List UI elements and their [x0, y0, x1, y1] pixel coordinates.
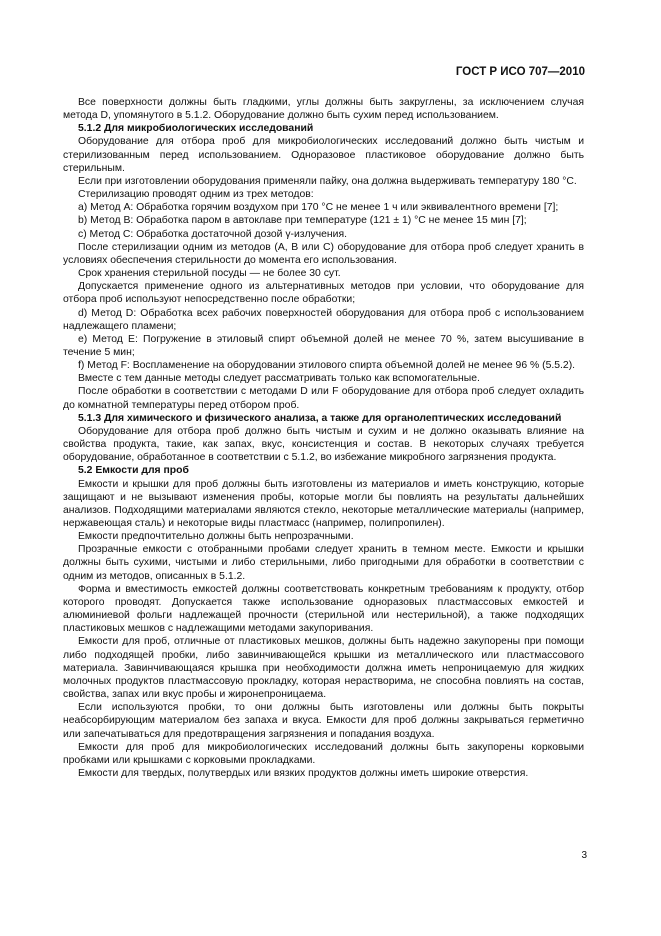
paragraph: Емкости предпочтительно должны быть непрозрачными. — [78, 531, 354, 543]
section-heading: 5.1.2 Для микробиологических исследований — [78, 123, 314, 135]
paragraph: Если используются пробки, то они должны быть изготовлены или должны быть покрыты неабсорбирующим материалом без запаха и вкуса. Емкости для проб должны закрываться герметично или запечатываться для предотвращения загрязнения и попадания воздуха. — [63, 702, 584, 740]
list-item: c) Метод С: Обработка достаточной дозой γ-излучения. — [78, 228, 347, 240]
paragraph: Емкости для проб, отличные от пластиковых мешков, должны быть надежно закупорены при помощи либо подходящей пробки, либо завинчивающейся крышки из металлического или пластмассового материала. Завинчивающаяся крышка при необходимости должна иметь непроницаемую для жидких молочных продуктов пластмассовую прокладку, которая нерастворима, не способна повлиять на состав, свойства, запах или вкус пробы и жиронепроницаема. — [63, 636, 584, 701]
paragraph: Оборудование для отбора проб должно быть чистым и сухим и не должно оказывать влияние на свойства продукта, такие, как запах, вкус, консистенция и состав. В некоторых случаях требуется оборудование, обработанное в соответствии с 5.1.2, во избежание микробного загрязнения продукта. — [63, 425, 584, 464]
list-item: d) Метод D: Обработка всех рабочих поверхностей оборудования для отбора проб с использованием надлежащего пламени; — [63, 307, 584, 332]
list-item: f) Метод F: Воспламенение на оборудовании этилового спирта объемной долей не менее 96 % (5.5.2). — [78, 360, 576, 372]
paragraph: Емкости для твердых, полутвердых или вязких продуктов должны иметь широкие отверстия. — [78, 767, 529, 779]
paragraph: Если при изготовлении оборудования применяли пайку, она должна выдерживать температуру 180 °С. — [78, 175, 577, 187]
paragraph: Срок хранения стерильной посуды — не более 30 сут. — [78, 268, 341, 280]
list-item: b) Метод В: Обработка паром в автоклаве при температуре (121 ± 1) °С не менее 15 мин [7]; — [78, 215, 527, 227]
section-heading: 5.2 Емкости для проб — [78, 465, 189, 477]
section-heading: 5.1.3 Для химического и физического анализа, а также для органолептических исследований — [78, 412, 562, 424]
paragraph: После стерилизации одним из методов (А, В или С) оборудование для отбора проб следует хранить в условиях обеспечения стерильности до момента его использования. — [63, 241, 584, 266]
list-item: a) Метод А: Обработка горячим воздухом при 170 °С не менее 1 ч или эквивалентного времени [7]; — [78, 202, 559, 214]
paragraph: Емкости для проб для микробиологических исследований должны быть закупорены корковыми пробками или крышками с корковыми прокладками. — [63, 741, 584, 766]
body-text — [63, 96, 584, 780]
paragraph: После обработки в соответствии с методами D или F оборудование для отбора проб следует охладить до комнатной температуры перед отбором проб. — [63, 386, 584, 411]
page-number: 3 — [581, 850, 587, 861]
paragraph: Все поверхности должны быть гладкими, углы должны быть закруглены, за исключением случая метода D, упомянутого в 5.1.2. Оборудование должно быть сухим перед использованием. — [63, 97, 584, 122]
document-header: ГОСТ Р ИСО 707—2010 — [455, 66, 585, 78]
paragraph: Допускается применение одного из альтернативных методов при условии, что оборудование для отбора проб используют непосредственно после обработки; — [63, 281, 584, 306]
paragraph: Стерилизацию проводят одним из трех методов: — [78, 189, 314, 201]
paragraph: Вместе с тем данные методы следует рассматривать только как вспомогательные. — [78, 373, 480, 385]
list-item: e) Метод Е: Погружение в этиловый спирт объемной долей не менее 70 %, затем высушивание в течение 5 мин; — [63, 333, 584, 358]
paragraph: Форма и вместимость емкостей должны соответствовать конкретным требованиям к продукту, отбор которого проводят. Допускается также использование одноразовых пластмассовых емкостей и алюминиевой фольги надлежащей прочности (стерильной или нестерильной), а также подходящих пластиковых мешков с надлежащими методами закупоривания. — [63, 583, 584, 635]
paragraph: Прозрачные емкости с отобранными пробами следует хранить в темном месте. Емкости и крышки должны быть сухими, чистыми и либо стерильными, либо пригодными для обработки в соответствии с одним из методов, описанных в 5.1.2. — [63, 544, 584, 582]
paragraph: Емкости и крышки для проб должны быть изготовлены из материалов и иметь конструкцию, которые защищают и не вызывают изменения пробы, которые могли бы повлиять на результаты дальнейших анализов. Подходящими материалами являются стекло, некоторые металлические материалы (например, нержавеющая сталь) и некоторые виды пластмасс (например, полипропилен). — [63, 478, 584, 529]
paragraph: Оборудование для отбора проб для микробиологических исследований должно быть чистым и стерилизованным перед использованием. Одноразовое пластиковое оборудование должно быть стерильным. — [63, 136, 584, 174]
